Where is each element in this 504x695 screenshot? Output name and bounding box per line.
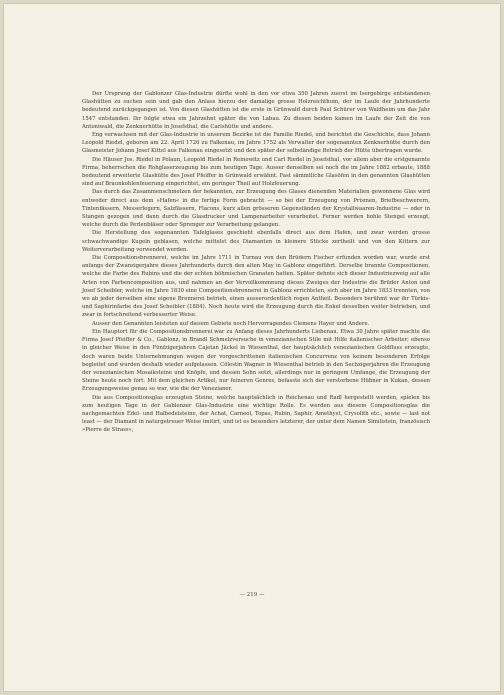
text-column bbox=[82, 90, 430, 435]
paragraph-9: Die aus Compositionsglas erzeugten Steine, welche hauptsächlich in Reichenau und Radl hergestellt werden, spielen bis zum heutigen Tage in der Gablonzer Glas-Industrie eine wichtige Rolle. Es werden aus diesem Compositionsglas die nachgemachten Edel- und Halbedelsteine, der Achat, Carneol, Topas, Rubin, Saphir, Amethyst, Crysolith etc., sowie — last not least — der Diamant in naturgetreuer Weise imitirt, und ist es besonders letzterer, der unter dem Namen Similistein, französisch »Pierre de Strass«, bbox=[82, 394, 430, 434]
paragraph-7: Ausser den Genannten leisteten auf diesem Gebiete noch Hervorragendes Clemens Hayer und Andere. bbox=[92, 320, 370, 327]
page-number: — 219 — bbox=[239, 592, 265, 598]
paragraph-3: Die Häuser Jos. Riedel in Polaun, Leopold Riedel in Reinowitz und Carl Riedel in Josefsthal, vor allem aber die erstgenannte Firma, beherrschen die Rohglaserzeugung bis zum heutigen Tage. Ausser denselben sei noch die im Jahre 1882 erbaute, 1888 bedeutend erweiterte Glashütte des Josef Pfeiffer in Grünwald erwähnt. Fast sämmtliche Glasöfen in den genannten Glashütten sind auf Braunkohlenfeuerung eingerichtet, ein geringer Theil auf Holzfeuerung. bbox=[82, 156, 430, 188]
paragraph-2: Eng verwachsen mit der Glas-Industrie in unserem Bezirke ist die Familie Riedel, und berichtet die Geschichte, dass Johann Leopold Riedel, geboren am 22. April 1726 zu Falkenau, im Jahre 1752 als Verwalter der sogenannten Zenknerhütte durch den Glasmeister Johann Josef Kittel aus Falkenau eingesetzt und den später der selbständige Betrieb der Hütte übertragen wurde. bbox=[82, 132, 430, 155]
paragraph-4: Das durch das Zusammenschmelzen der bekannten, zur Erzeugung des Glases dienenden Materialien gewonnene Glas wird entweder direct aus dem »Hafen« in die fertige Form gebracht — so bei der Erzeugung von Prismen, Briefbeschwerern, Tintenfässern, Messerlegern, Salzfässern, Flacons, kurz allen grösseren Gegenständen der Krystallwaaren-Industrie — oder in Stangen gezogen und dann durch die Glasdrucker und Lampenarbeiter verarbeitet. Ferner werden hohle Stengel erzeugt, welche durch die Perlenbläser oder Sprenger zur Verarbeitung gelangen. bbox=[82, 189, 430, 229]
paragraph-8: Ein Hauptort für die Compositionsbrennerei war zu Anfang dieses Jahrhunderts Liebenau. Etwa 30 Jahre später machte die Firma Josef Pfeiffer & Co., Gablonz, in Brandl Schmelzversuche in venezianischen Stile mit Hilfe italienischer Arbeiter; ebenso in gleicher Weise in den Fünfzigerjahren Cajetan Jäckel in Wiesenthal, der hauptsächlich venezianischen Goldfluss erzeugte, doch waren beide Unternehmungen wegen der vorgeschrittenen italienischen Concurrenz von keinem besonderen Erfolge begleitet und wurden deshalb wieder aufgelassen. Cölestin Wagner in Wiesenthal betrieb in den Sechzigerjahren die Erzeugung der venezianischen Mosaiksteine und Knöpfe, und dessen Sohn setzt, allerdings nur in geringem Umfange, die Erzeugung der Steine heute noch fort. Mit dem gleichen Artikel, nur feineren Genres, befasste sich der verstorbene Hübner in Kukan, dessen Erzeugungsweise genau so war, wie die der Venezianer. bbox=[82, 328, 430, 393]
paragraph-6: Die Compositionsbrennerei, welche im Jahre 1711 in Turnau von den Brüdern Fischer erfunden worden war, wurde erst anfangs der Zwanzigerjahre dieses Jahrhunderts durch den alten May in Gablonz eingeführt. Derselbe brannte Compositionen, welche die Farbe des Rubins und die der echten böhmischen Granaten hatten. Später dehnte sich dieser Industriezweig auf alle Arten von Farbencomposition aus, und nahmen an der Vervollkommnung dieses Zweiges der Industrie die Brüder Anton und Josef Scheibler, welche im Jahre 1830 eine Compositionsbrennerei in Gablonz errichteten, sich aber im Jahre 1833 trennten, von wo ab jeder derselben eine eigene Brennerei betrieb, einen ausserordentlich regen Antheil. Besonders berühmt war ihr Türkis- und Saphirinfarbe des Josef Scheibler (1884). Noch heute wird die Erzeugung durch die Enkel desselben weiter betrieben, und zwar in fortschreitend verbesserter Weise. bbox=[82, 255, 430, 319]
paragraph-1: Der Ursprung der Gablonzer Glas-Industrie dürfte wohl in den vor etwa 350 Jahren zuerst im Isergebirge entstandenen Glashütten zu suchen sein und gab den Anlass hierzu der damalige grosse Holzreichthum, der im Laufe der Jahrhunderte bedeutend zurückgegangen ist. Von diesen Glashütten ist die erste in Grünwald durch Paul Schürer von Waldheim um das Jahr 1547 entstanden. Ihr folgte etwa ein Jahrzehnt später die von Labau. Zu diesen beiden kamen im Laufe der Zeit die von Antoniwald, die Zenknerhütte in Josefsthal, die Carlshütte und andere. bbox=[82, 91, 430, 130]
paragraph-5: Die Herstellung des sogenannten Tafelglases geschieht ebenfalls direct aus dem Hafen, und zwar werden grosse schwachwandige Kugeln geblasen, welche mittelst des Diamanten in kleinere Stücke zertheilt und von den Kittern zur Weiterverarbeitung verwendet werden. bbox=[82, 230, 430, 253]
page-sheet bbox=[3, 3, 501, 692]
